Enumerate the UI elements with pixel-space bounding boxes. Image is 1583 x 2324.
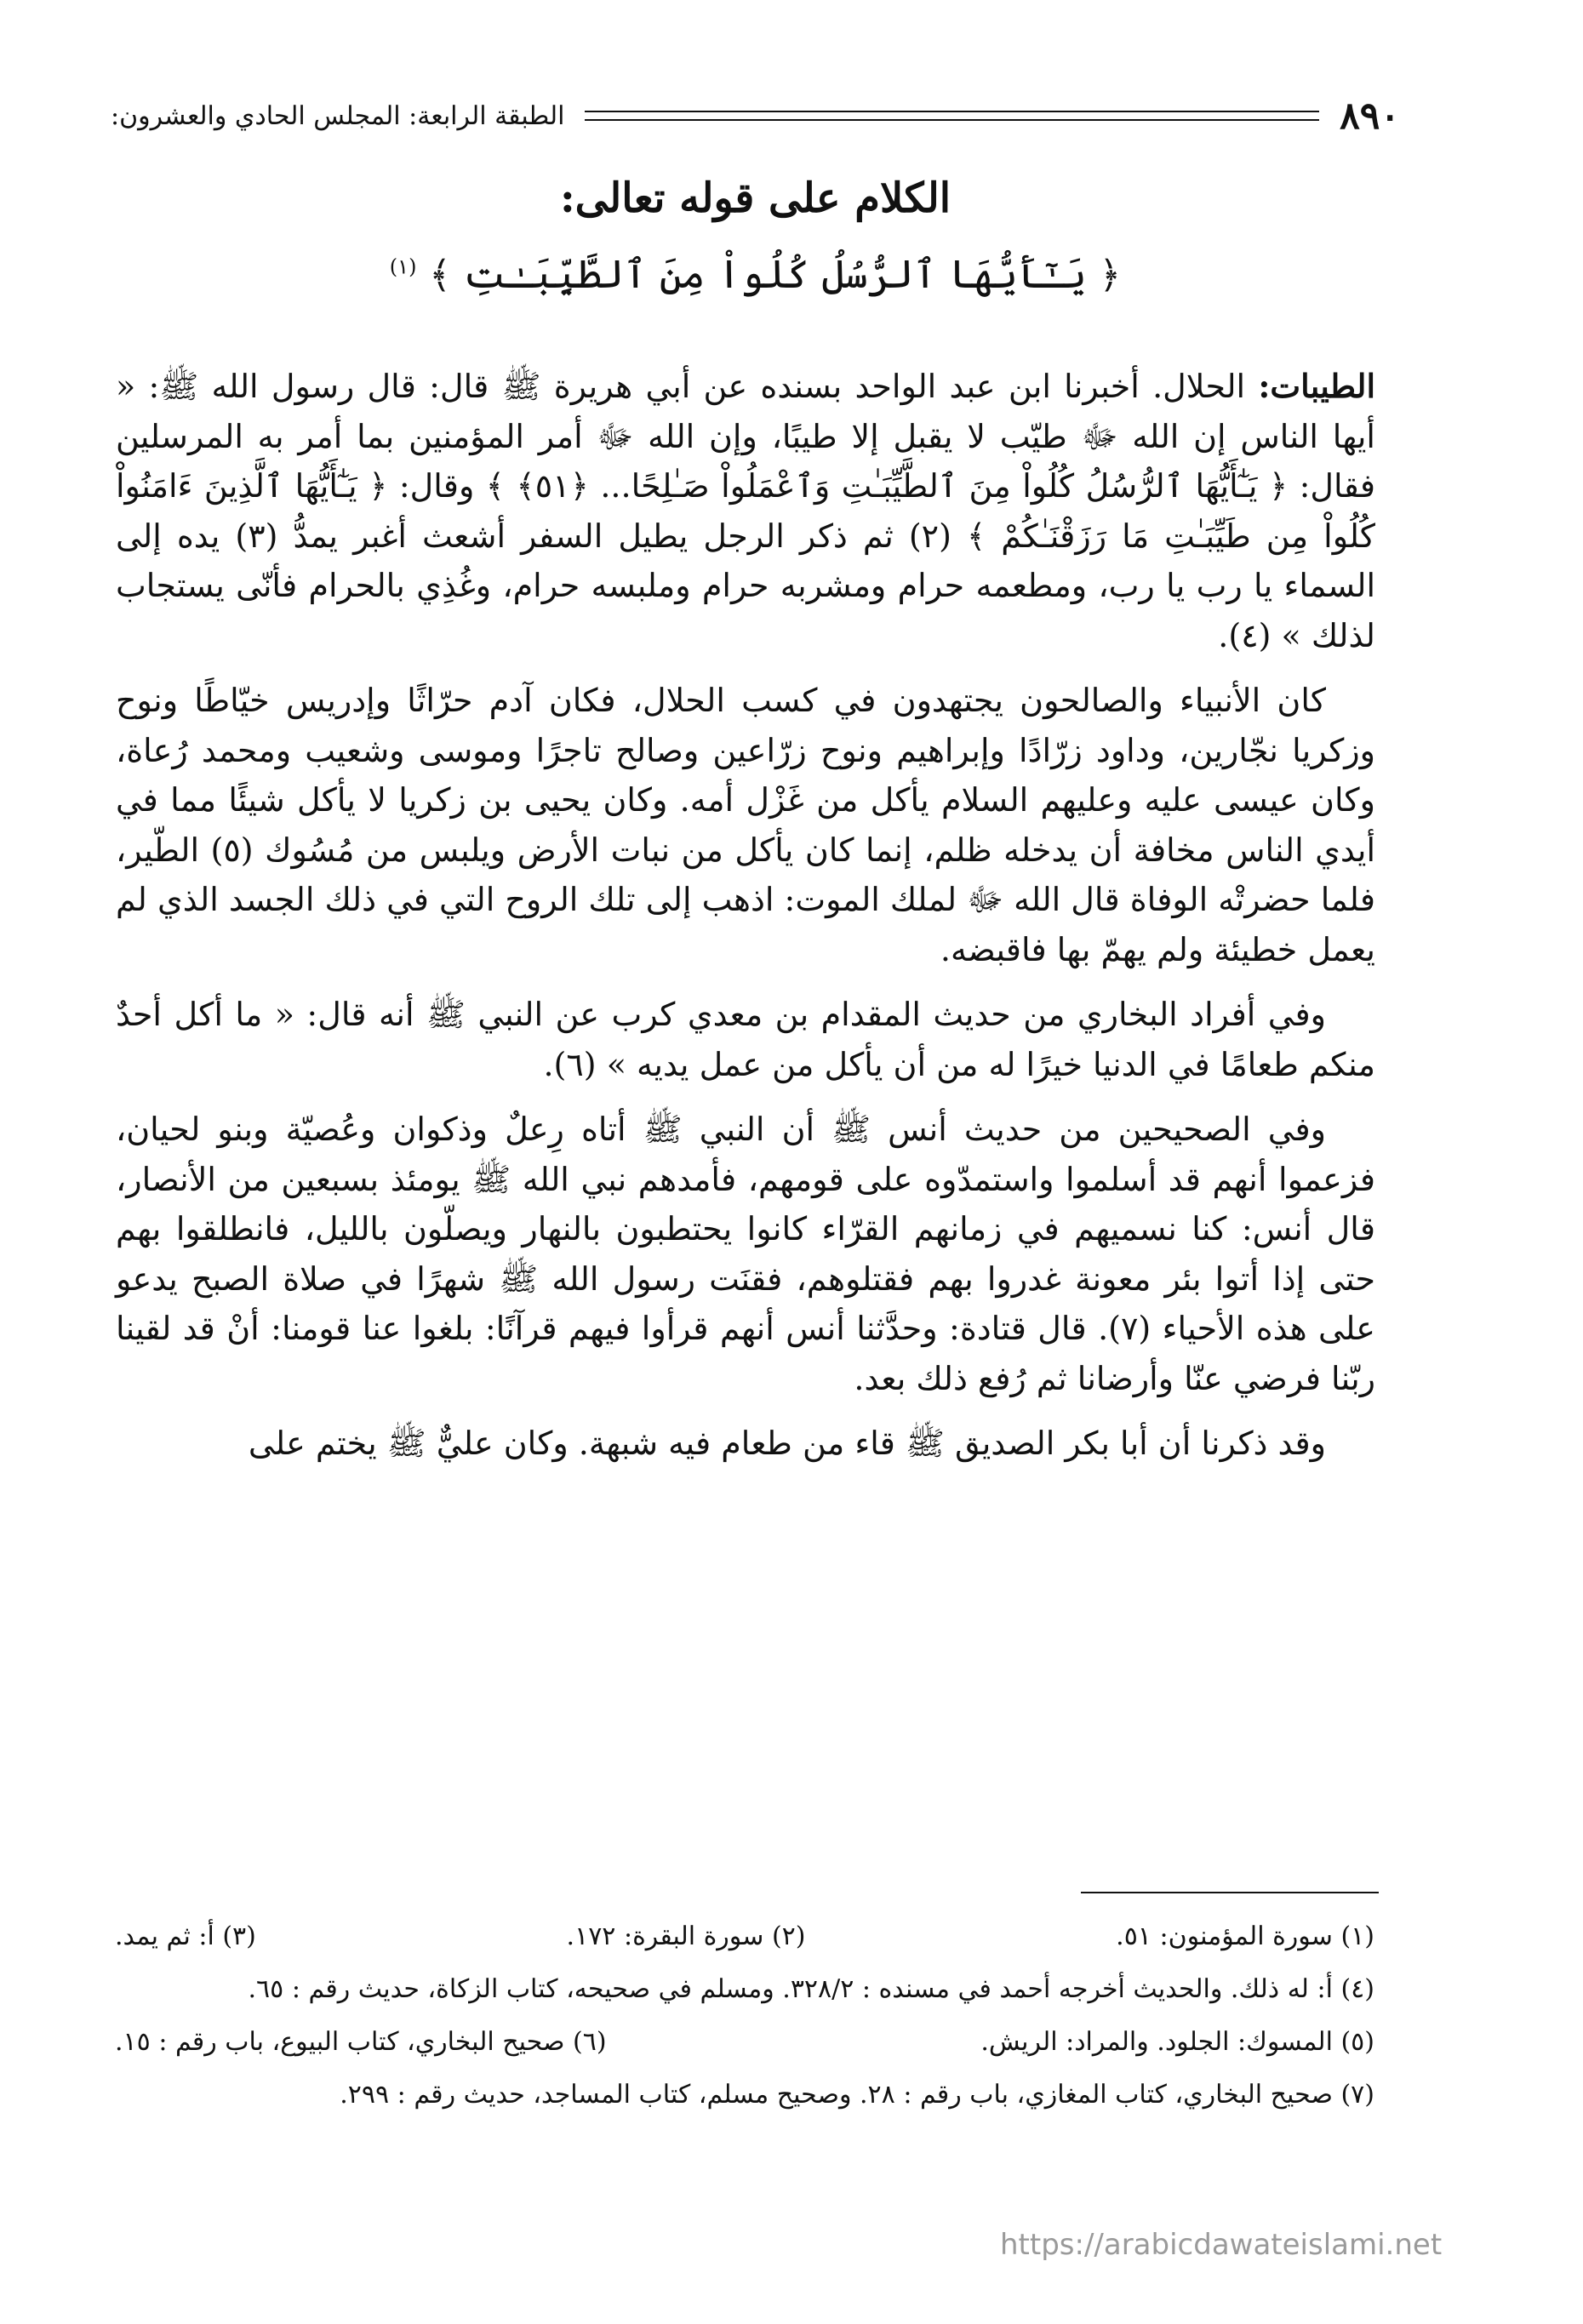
footnote-7: (٧) صحيح البخاري، كتاب المغازي، باب رقم : ٢٨. وصحيح مسلم، كتاب المساجد، حديث رقم : ٢٩٩. [340, 2080, 1374, 2110]
running-header [111, 92, 1400, 140]
header-double-rule [585, 111, 1319, 121]
verse-close-bracket: ﴾ [429, 254, 451, 297]
footnote-separator [1081, 1892, 1379, 1893]
verse-footnote-ref: (١) [389, 254, 417, 279]
footnotes [115, 1910, 1374, 2121]
watermark-url: https://arabicdawateislami.net [1000, 2228, 1443, 2262]
paragraph-1-text: الحلال. أخبرنا ابن عبد الواحد بسنده عن أبي هريرة ﷺ قال: قال رسول الله ﷺ: « أيها الناس إن الله ﷻ طيّب لا يقبل إلا طيبًا، وإن الله ﷻ أمر المؤمنين بما أمر به المرسلين فقال: ﴿ يَـٰٓأَيُّهَا ٱلرُّسُلُ كُلُواْ مِنَ ٱلطَّيِّبَـٰتِ وَٱعْمَلُواْ صَـٰلِحًا... ﴿٥١﴾ ﴾ وقال: ﴿ يَـٰٓأَيُّهَا ٱلَّذِينَ ءَامَنُواْ كُلُواْ مِن طَيِّبَـٰتِ مَا رَزَقْنَـٰكُمْ ﴾ (٢) ثم ذكر الرجل يطيل السفر أشعث أغبر يمدُّ (٣) يده إلى السماء يا رب يا رب، ومطعمه حرام ومشربه حرام وملبسه حرام، وغُذِي بالحرام فأنّى يستجاب لذلك » (٤). [116, 368, 1376, 654]
section-heading: الكلام على قوله تعالى: [559, 174, 952, 222]
footnote-5: (٥) المسوك: الجلود. والمراد: الريش. [980, 2027, 1374, 2057]
paragraph-2: كان الأنبياء والصالحون يجتهدون في كسب الحلال، فكان آدم حرّاثًا وإدريس خيّاطًا ونوح وزكريا نجّارين، وداود زرّادًا وإبراهيم ونوح زرّاعين وصالح تاجرًا وموسى وشعيب ومحمد رُعاة، وكان عيسى عليه وعليهم السلام يأكل من غَزْل أمه. وكان يحيى بن زكريا لا يأكل شيئًا مما في أيدي الناس مخافة أن يدخله ظلم، إنما كان يأكل من نبات الأرض ويلبس من مُسُوك (٥) الطّير، فلما حضرتْه الوفاة قال الله ﷻ لملك الموت: اذهب إلى تلك الروح التي في ذلك الجسد الذي لم يعمل خطيئة ولم يهمّ بها فاقبضه. [116, 682, 1375, 968]
verse-text: يَـٰٓأَيُّهَا ٱلرُّسُلُ كُلُواْ مِنَ ٱلطَّيِّبَـٰتِ [463, 251, 1087, 297]
body-text [116, 362, 1375, 1484]
paragraph-4: وفي الصحيحين من حديث أنس ﷺ أن النبي ﷺ أتاه رِعلٌ وذكوان وعُصيّة وبنو لحيان، فزعموا أنهم قد أسلموا واستمدّوه على قومهم، فأمدهم نبي الله ﷺ يومئذ بسبعين من الأنصار، قال أنس: كنا نسميهم في زمانهم القرّاء كانوا يحتطبون بالنهار ويصلّون بالليل، فانطلقوا بهم حتى إذا أتوا بئر معونة غدروا بهم فقتلوهم، فقنَت رسول الله ﷺ شهرًا في صلاة الصبح يدعو على هذه الأحياء (٧). قال قتادة: وحدَّثنا أنس أنهم قرأوا فيهم قرآنًا: بلغوا عنا قومنا: أنْ قد لقينا ربّنا فرضي عنّا وأرضانا ثم رُفع ذلك بعد. [116, 1111, 1375, 1397]
paragraph-5: وقد ذكرنا أن أبا بكر الصديق ﷺ قاء من طعام فيه شبهة. وكان عليٌّ ﷺ يختم على [248, 1425, 1326, 1462]
footnote-6: (٦) صحيح البخاري، كتاب البيوع، باب رقم : ١٥. [115, 2027, 607, 2057]
footnote-3: (٣) أ: ثم يمد. [115, 1921, 256, 1951]
running-title: الطبقة الرابعة: المجلس الحادي والعشرون: [111, 100, 565, 131]
verse-open-bracket: ﴿ [1099, 254, 1122, 297]
footnote-row-3 [115, 2016, 1374, 2069]
footnote-row-1 [115, 1910, 1374, 1963]
paragraph-1 [116, 362, 1375, 660]
lead-term: الطيبات: [1258, 367, 1375, 405]
footnote-2: (٢) سورة البقرة: ١٧٢. [566, 1921, 806, 1951]
footnote-4: (٤) أ: له ذلك. والحديث أخرجه أحمد في مسنده : ٣٢٨/٢. ومسلم في صحيحه، كتاب الزكاة، حديث رقم : ٦٥. [248, 1974, 1374, 2004]
footnote-1: (١) سورة المؤمنون: ٥١. [1116, 1921, 1374, 1951]
verse-heading [111, 251, 1400, 297]
paragraph-3: وفي أفراد البخاري من حديث المقدام بن معدي كرب عن النبي ﷺ أنه قال: « ما أكل أحدٌ منكم طعامًا في الدنيا خيرًا له من أن يأكل من عمل يديه » (٦). [116, 996, 1375, 1083]
page-number: ٨٩٠ [1340, 94, 1400, 138]
